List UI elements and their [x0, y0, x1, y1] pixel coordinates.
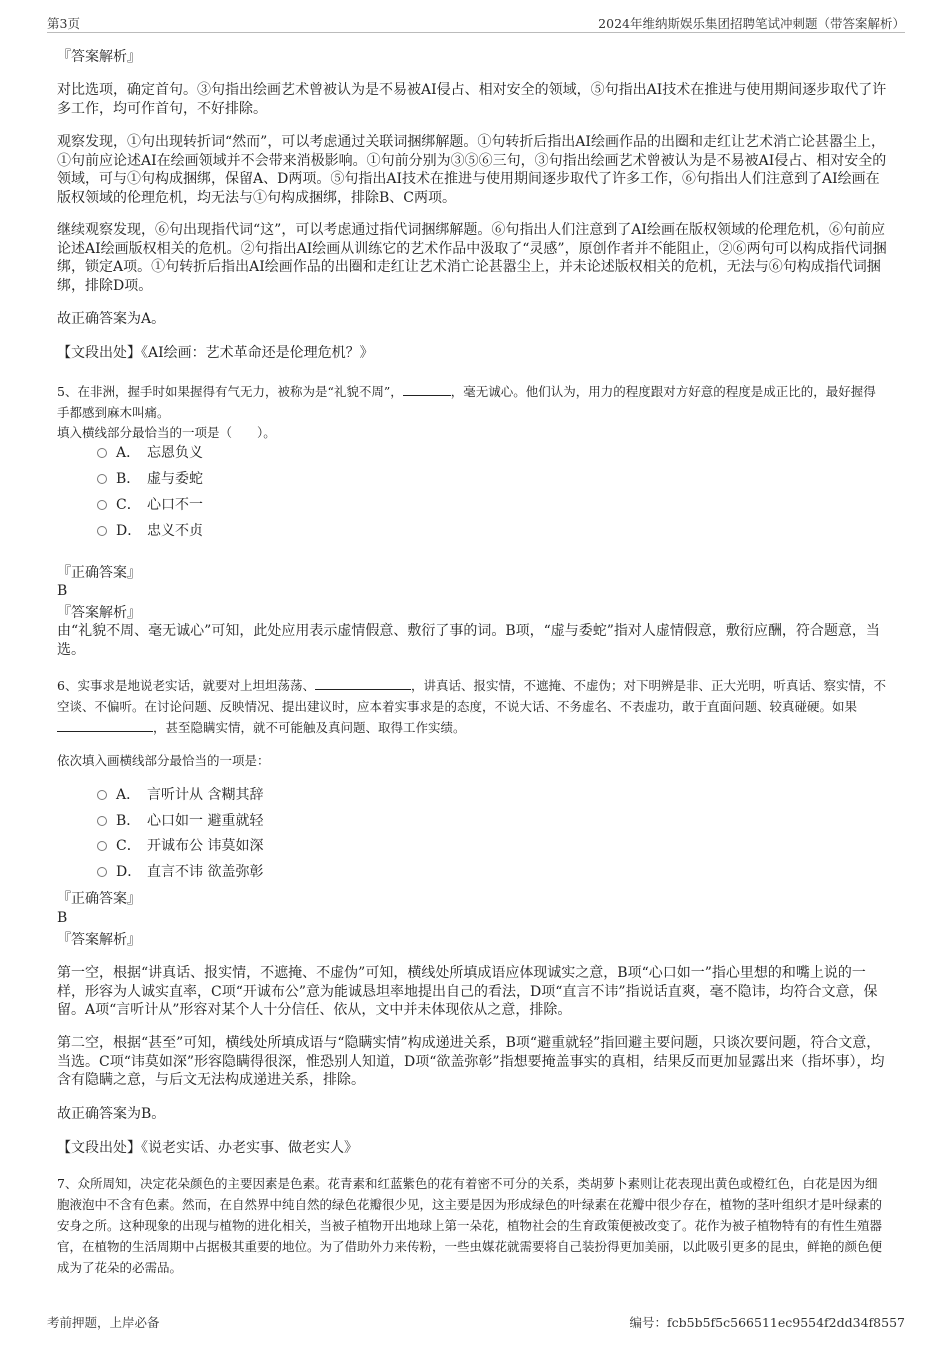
radio-icon[interactable] — [97, 500, 107, 510]
radio-icon[interactable] — [97, 867, 107, 877]
q7-stem: 7、众所周知，决定花朵颜色的主要因素是色素。花青素和红蓝紫色的花有着密不可分的关系，类胡萝卜素则让花表现出黄色或橙红色，白花是因为细胞液泡中不含有色素。然而，在自然界中纯自然的绿色花瓣很少见，这主要是因为形成绿色的叶绿素在花瓣中很少存在，植物的茎叶组织才是叶绿素的安身之所。这种现象的出现与植物的进化相关，当被子植物开出地球上第一朵花，植物社会的生育政策便被改变了。花作为被子植物特有的有性生殖器官，在植物的生活周期中占据极其重要的地位。为了借助外力来传粉，一些虫媒花就需要将自己装扮得更加美丽，以此吸引更多的昆虫，鲜艳的颜色便成为了花朵的必需品。 — [57, 1176, 883, 1275]
q4-source: 【文段出处】《AI绘画：艺术革命还是伦理危机？》 — [57, 345, 374, 361]
q6-answer: B — [57, 910, 68, 926]
q4-analysis-para2: 观察发现，①句出现转折词“然而”，可以考虑通过关联词捆绑解题。①句转折后指出AI绘画作品的出圈和走红让艺术消亡论甚嚣尘上，①句前应论述AI在绘画领域并不会带来消极影响。①句前分别为③⑤⑥三句，③句指出绘画艺术曾被认为是不易被AI侵占、相对安全的领域，可与①句构成捆绑，保留A、D两项。⑤句指出AI技术在推进与使用期间逐步取代了许多工作，⑥句指出人们注意到了AI绘画在版权领域的伦理危机，均无法与①句构成捆绑，排除B、C两项。 — [57, 134, 887, 206]
page-header — [47, 10, 905, 33]
radio-icon[interactable] — [97, 841, 107, 851]
q5-option-a[interactable]: A． 忘恩负义 — [97, 443, 203, 463]
q6-analysis-para1: 第一空，根据“讲真话、报实情，不遮掩、不虚伪”可知，横线处所填成语应体现诚实之意，B项“心口如一”指心里想的和嘴上说的一样，形容为人诚实直率，C项“开诚布公”意为能诚恳坦率地提出自己的看法，D项“直言不讳”指说话直爽，毫不隐讳，均符合文意，保留。A项“言听计从”形容对某个人十分信任、依从，文中并未体现依从之意，排除。 — [57, 965, 878, 1018]
q6-prompt: 依次填入画横线部分最恰当的一项是： — [57, 753, 270, 768]
radio-icon[interactable] — [97, 790, 107, 800]
radio-icon[interactable] — [97, 816, 107, 826]
q4-analysis-para3: 继续观察发现，⑥句出现指代词“这”，可以考虑通过指代词捆绑解题。⑥句指出人们注意到了AI绘画在版权领域的伦理危机，⑥句前应论述AI绘画版权相关的危机。②句指出AI绘画从训练它的艺术作品中汲取了“灵感”，原创作者并不能阻止，②⑥两句可以构成指代词捆绑，锁定A项。①句转折后指出AI绘画作品的出圈和走红让艺术消亡论甚嚣尘上，并未论述版权相关的危机，无法与⑥句构成指代词捆绑，排除D项。 — [57, 222, 887, 294]
q5-stem-part2: ，毫无诚心。他们认为，用力的程度跟对方好意的程度是成正比的，最好握得手都感到麻木叫痛。 — [57, 384, 876, 420]
q6-blank-2 — [57, 731, 153, 732]
q5-prompt: 填入横线部分最恰当的一项是（ ）。 — [57, 425, 276, 440]
q6-blank-1 — [315, 689, 411, 690]
footer-slogan: 考前押题，上岸必备 — [47, 1315, 160, 1330]
q5-answer-label: 『正确答案』 — [57, 565, 141, 581]
q6-stem-part2: ，讲真话、报实情，不遮掩、不虚伪；对下明辨是非、正大光明，听真话、察实情，不空谈、不偏听。在讨论问题、反映情况、提出建议时，应本着实事求是的态度，不说大话、不务虚名、不表虚功，敢于直面问题、较真碰硬。如果 — [57, 678, 886, 714]
q4-analysis-label: 『答案解析』 — [57, 49, 141, 65]
page-number: 第3页 — [47, 16, 80, 31]
q5-blank — [403, 395, 451, 396]
page-footer — [47, 1313, 905, 1333]
q5-analysis-label: 『答案解析』 — [57, 605, 141, 621]
q4-analysis-para1: 对比选项，确定首句。③句指出绘画艺术曾被认为是不易被AI侵占、相对安全的领域，⑤句指出AI技术在推进与使用期间逐步取代了许多工作，均可作首句，不好排除。 — [57, 82, 887, 117]
q6-stem-part3: ，甚至隐瞒实情，就不可能触及真问题、取得工作实绩。 — [153, 720, 466, 735]
q5-answer: B — [57, 583, 68, 599]
q6-analysis-para2: 第二空，根据“甚至”可知，横线处所填成语与“隐瞒实情”构成递进关系，B项“避重就轻”指回避主要问题，只谈次要问题，符合文意，当选。C项“讳莫如深”形容隐瞒得很深，惟恐别人知道，D项“欲盖弥彰”指想要掩盖事实的真相，结果反而更加显露出来（指坏事），均含有隐瞒之意，与后文无法构成递进关系，排除。 — [57, 1035, 885, 1088]
q5-stem-part1: 5、在非洲，握手时如果握得有气无力，被称为是“礼貌不周”， — [57, 384, 403, 399]
q6-option-c[interactable]: C． 开诚布公 讳莫如深 — [97, 836, 263, 856]
q6-source: 【文段出处】《说老实话、办老实事、做老实人》 — [57, 1140, 358, 1156]
q6-option-a[interactable]: A． 言听计从 含糊其辞 — [97, 785, 263, 805]
q6-stem-part1: 6、实事求是地说老实话，就要对上坦坦荡荡、 — [57, 678, 315, 693]
document-title: 2024年维纳斯娱乐集团招聘笔试冲刺题（带答案解析） — [598, 16, 905, 31]
q6-stem — [57, 675, 887, 738]
radio-icon[interactable] — [97, 474, 107, 484]
q5-stem — [57, 381, 887, 423]
q6-option-b[interactable]: B． 心口如一 避重就轻 — [97, 811, 263, 831]
radio-icon[interactable] — [97, 526, 107, 536]
q6-conclusion: 故正确答案为B。 — [57, 1106, 166, 1122]
q6-answer-label: 『正确答案』 — [57, 891, 141, 907]
q5-analysis: 由“礼貌不周、毫无诚心”可知，此处应用表示虚情假意、敷衍了事的词。B项，“虚与委蛇”指对人虚情假意，敷衍应酬，符合题意，当选。 — [57, 623, 880, 658]
radio-icon[interactable] — [97, 448, 107, 458]
q4-conclusion: 故正确答案为A。 — [57, 311, 166, 327]
document-code: 编号：fcb5b5f5c566511ec9554f2dd34f8557 — [629, 1315, 905, 1330]
q5-option-d[interactable]: D． 忠义不贞 — [97, 521, 203, 541]
q5-option-c[interactable]: C． 心口不一 — [97, 495, 203, 515]
q6-option-d[interactable]: D． 直言不讳 欲盖弥彰 — [97, 862, 263, 882]
q6-analysis-label: 『答案解析』 — [57, 932, 141, 948]
q5-option-b[interactable]: B． 虚与委蛇 — [97, 469, 203, 489]
